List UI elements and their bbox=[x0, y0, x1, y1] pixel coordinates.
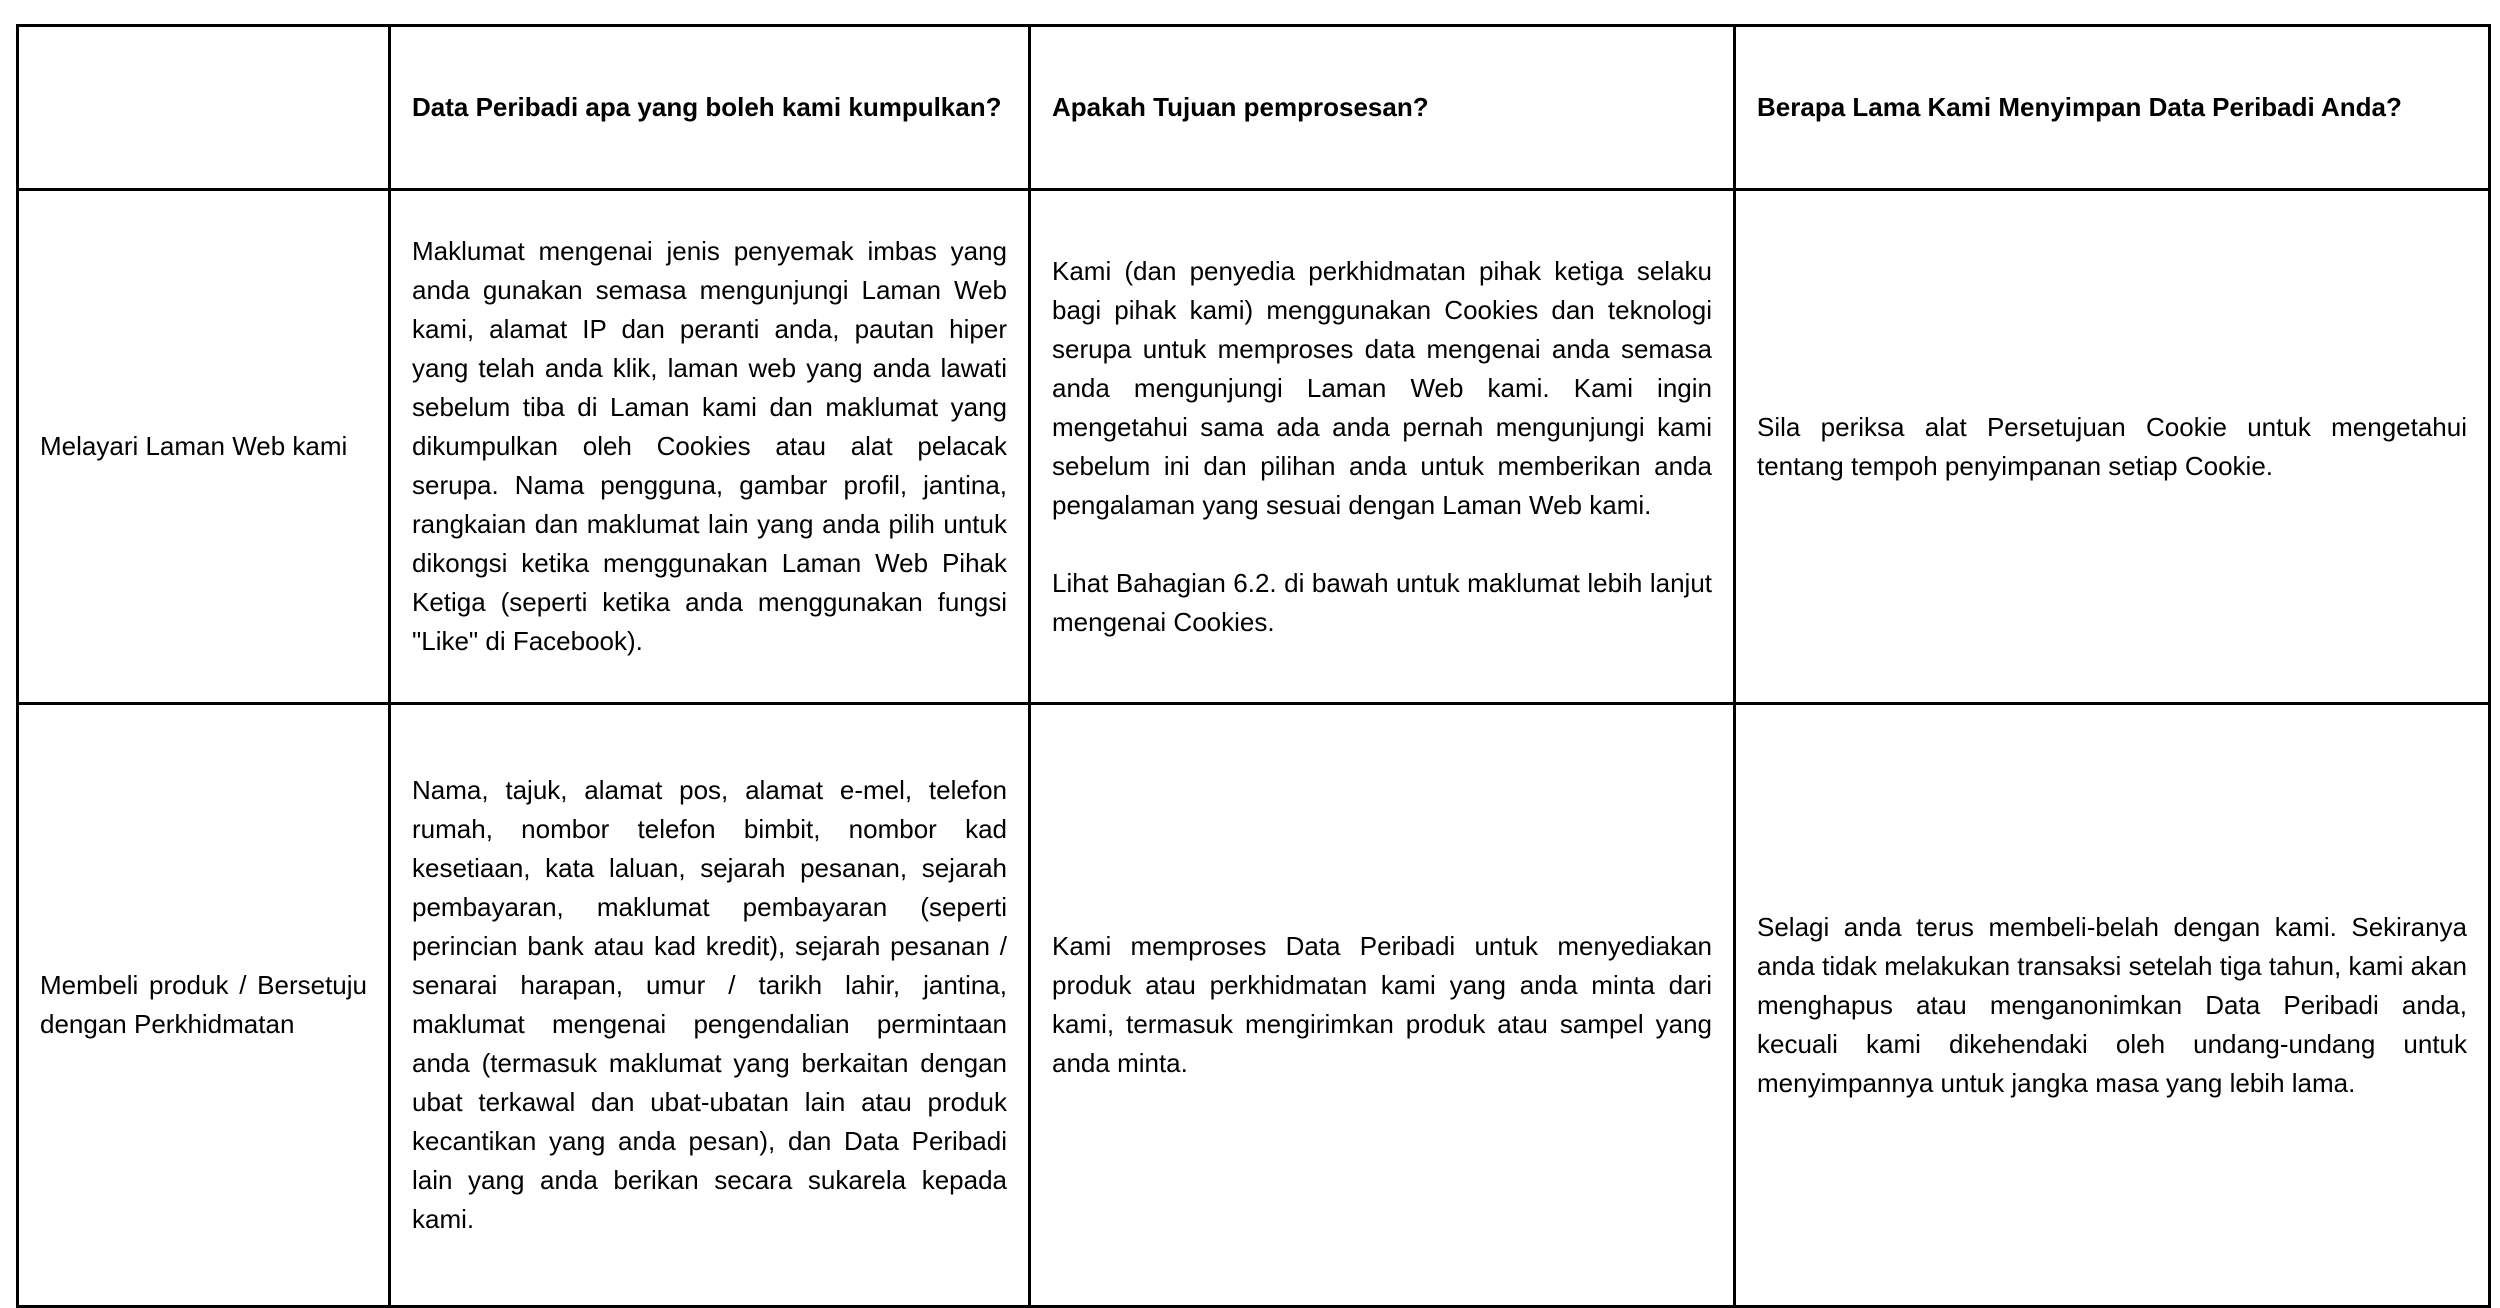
table-row bbox=[18, 704, 2490, 1307]
header-cell-retention: Berapa Lama Kami Menyimpan Data Peribadi Anda? bbox=[1735, 26, 2490, 190]
retention-cell: Selagi anda terus membeli-belah dengan kami. Sekiranya anda tidak melakukan transaksi setelah tiga tahun, kami akan menghapus atau menganonimkan Data Peribadi anda, kecuali kami dikehendaki oleh undang-undang untuk menyimpannya untuk jangka masa yang lebih lama. bbox=[1735, 704, 2490, 1307]
purpose-paragraph: Lihat Bahagian 6.2. di bawah untuk maklumat lebih lanjut mengenai Cookies. bbox=[1052, 567, 1712, 637]
header-cell-purpose: Apakah Tujuan pemprosesan? bbox=[1030, 26, 1735, 190]
purpose-cell bbox=[1030, 704, 1735, 1307]
privacy-data-table bbox=[16, 24, 2491, 1308]
data-collected-cell: Maklumat mengenai jenis penyemak imbas yang anda gunakan semasa mengunjungi Laman Web kami, alamat IP dan peranti anda, pautan hiper yang telah anda klik, laman web yang anda lawati sebelum tiba di Laman kami dan maklumat yang dikumpulkan oleh Cookies atau alat pelacak serupa. Nama pengguna, gambar profil, jantina, rangkaian dan maklumat lain yang anda pilih untuk dikongsi ketika menggunakan Laman Web Pihak Ketiga (seperti ketika anda menggunakan fungsi "Like" di Facebook). bbox=[390, 190, 1030, 704]
purpose-cell bbox=[1030, 190, 1735, 704]
retention-cell: Sila periksa alat Persetujuan Cookie untuk mengetahui tentang tempoh penyimpanan setiap Cookie. bbox=[1735, 190, 2490, 704]
header-cell-data-collected: Data Peribadi apa yang boleh kami kumpulkan? bbox=[390, 26, 1030, 190]
table-header-row bbox=[18, 26, 2490, 190]
data-collected-cell: Nama, tajuk, alamat pos, alamat e-mel, telefon rumah, nombor telefon bimbit, nombor kad kesetiaan, kata laluan, sejarah pesanan, sejarah pembayaran, maklumat pembayaran (seperti perincian bank atau kad kredit), sejarah pesanan / senarai harapan, umur / tarikh lahir, jantina, maklumat mengenai pengendalian permintaan anda (termasuk maklumat yang berkaitan dengan ubat terkawal dan ubat-ubatan lain atau produk kecantikan yang anda pesan), dan Data Peribadi lain yang anda berikan secara sukarela kepada kami. bbox=[390, 704, 1030, 1307]
purpose-paragraph: Kami (dan penyedia perkhidmatan pihak ketiga selaku bagi pihak kami) menggunakan Cookies dan teknologi serupa untuk memproses data mengenai anda semasa anda mengunjungi Laman Web kami. Kami ingin mengetahui sama ada anda pernah mengunjungi kami sebelum ini dan pilihan anda untuk memberikan anda pengalaman yang sesuai dengan Laman Web kami. bbox=[1052, 255, 1712, 520]
activity-cell: Melayari Laman Web kami bbox=[18, 190, 390, 704]
table-row bbox=[18, 190, 2490, 704]
activity-cell: Membeli produk / Bersetuju dengan Perkhidmatan bbox=[18, 704, 390, 1307]
header-cell-activity bbox=[18, 26, 390, 190]
purpose-paragraph: Kami memproses Data Peribadi untuk menyediakan produk atau perkhidmatan kami yang anda minta dari kami, termasuk mengirimkan produk atau sampel yang anda minta. bbox=[1052, 931, 1712, 1078]
